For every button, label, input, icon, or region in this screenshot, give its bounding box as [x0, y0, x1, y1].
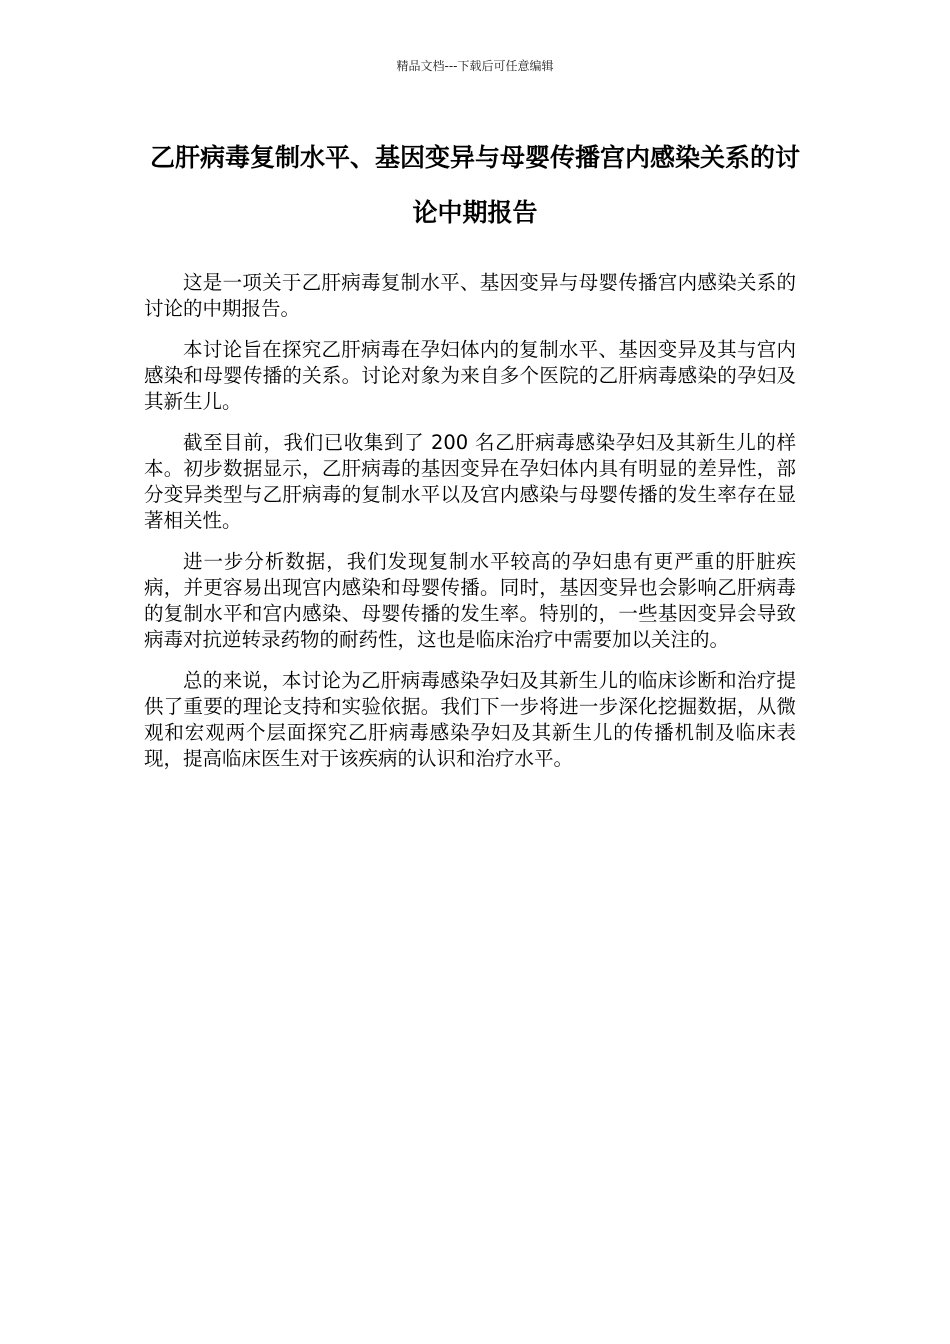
paragraph-1: 这是一项关于乙肝病毒复制水平、基因变异与母婴传播宫内感染关系的讨论的中期报告。: [144, 271, 796, 320]
paragraph-5: 总的来说，本讨论为乙肝病毒感染孕妇及其新生儿的临床诊断和治疗提供了重要的理论支持和实验依据。我们下一步将进一步深化挖掘数据，从微观和宏观两个层面探究乙肝病毒感染孕妇及其新生儿的传播机制及临床表现，提高临床医生对于该疾病的认识和治疗水平。: [144, 669, 796, 770]
paragraph-3: 截至目前，我们已收集到了 200 名乙肝病毒感染孕妇及其新生儿的样本。初步数据显示，乙肝病毒的基因变异在孕妇体内具有明显的差异性，部分变异类型与乙肝病毒的复制水平以及宫内感染与母婴传播的发生率存在显著相关性。: [144, 431, 796, 532]
paragraph-4: 进一步分析数据，我们发现复制水平较高的孕妇患有更严重的肝脏疾病，并更容易出现宫内感染和母婴传播。同时，基因变异也会影响乙肝病毒的复制水平和宫内感染、母婴传播的发生率。特别的，一些基因变异会导致病毒对抗逆转录药物的耐药性，这也是临床治疗中需要加以关注的。: [144, 550, 796, 651]
document-title: 乙肝病毒复制水平、基因变异与母婴传播宫内感染关系的讨论中期报告: [149, 143, 800, 227]
header-note: 精品文档---下载后可任意编辑: [396, 59, 554, 73]
document-body: [144, 270, 796, 787]
paragraph-2: 本讨论旨在探究乙肝病毒在孕妇体内的复制水平、基因变异及其与宫内感染和母婴传播的关系。讨论对象为来自多个医院的乙肝病毒感染的孕妇及其新生儿。: [144, 338, 796, 413]
